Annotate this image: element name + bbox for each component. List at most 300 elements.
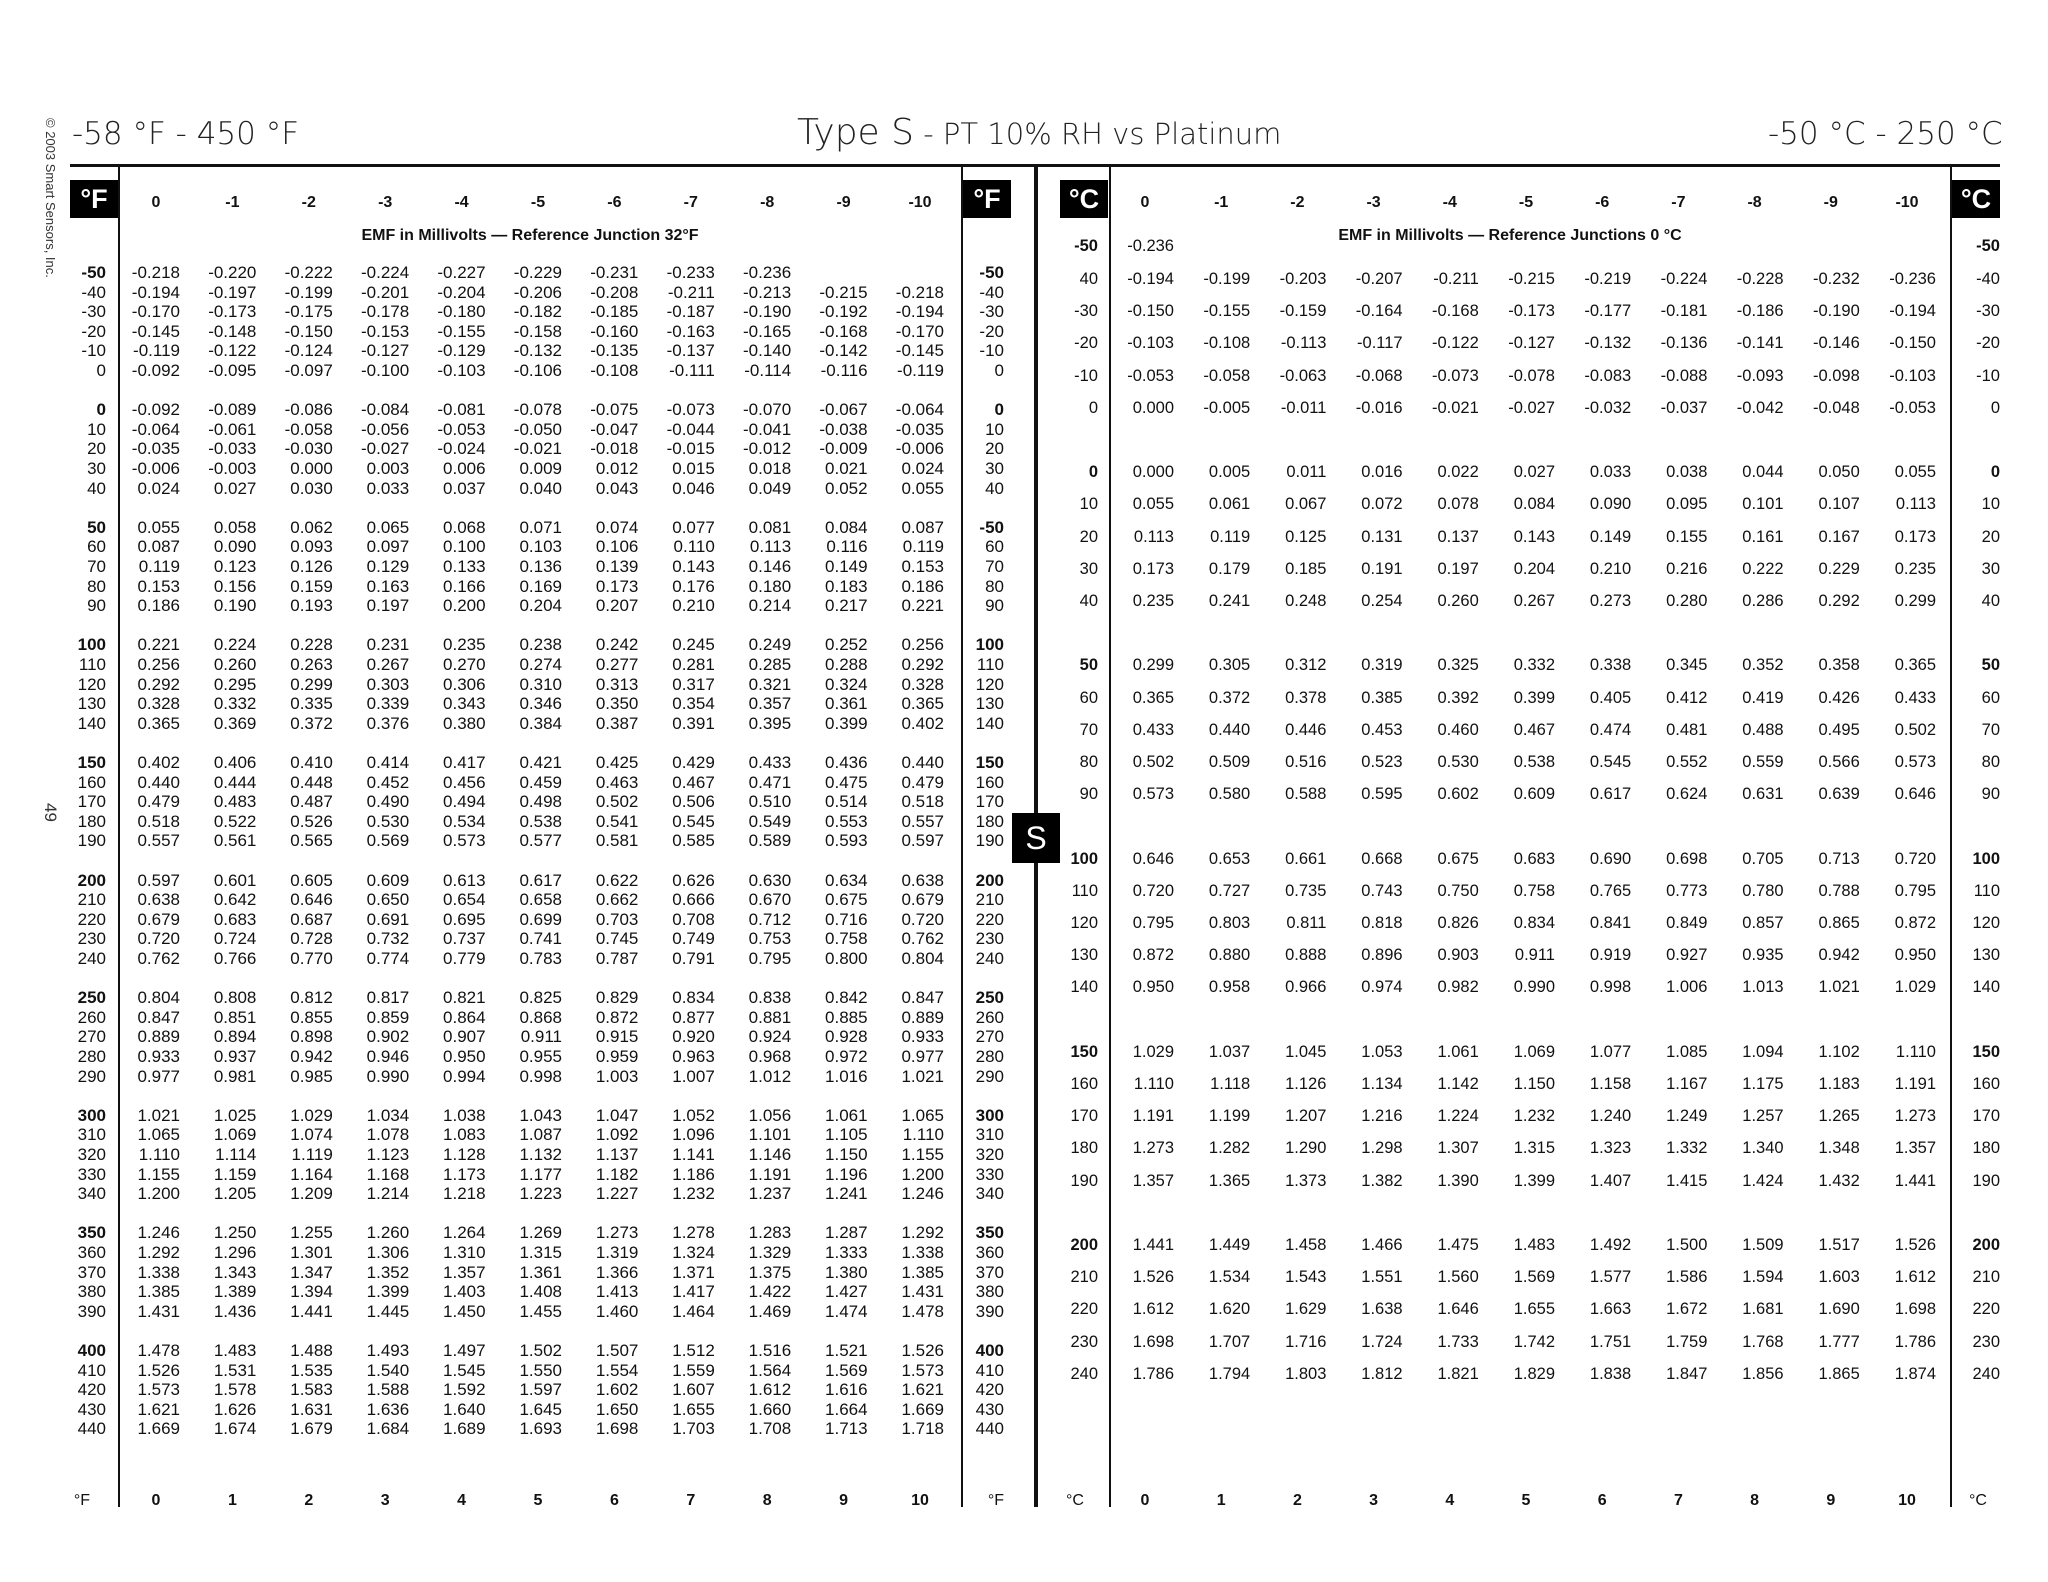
f-cell: 1.540 — [366, 1360, 410, 1380]
f-cell: 1.693 — [519, 1419, 562, 1439]
c-row-label-right: 170 — [1972, 1107, 2000, 1126]
c-cell: -0.181 — [1660, 302, 1708, 321]
f-cell: 0.514 — [825, 792, 868, 812]
c-cell: 0.811 — [1286, 914, 1327, 932]
c-cell: 1.282 — [1208, 1139, 1251, 1158]
f-cell: 1.273 — [595, 1223, 639, 1243]
c-cell: 1.373 — [1285, 1171, 1327, 1190]
f-row-label-right: 90 — [985, 596, 1004, 616]
f-cell: 1.333 — [825, 1243, 868, 1262]
f-row-label-right: 150 — [975, 753, 1004, 772]
f-cell: -0.129 — [437, 341, 486, 361]
c-cell: 0.509 — [1208, 753, 1251, 771]
f-cell: -0.103 — [437, 361, 486, 380]
f-cell: 0.864 — [443, 1007, 486, 1027]
c-cell: -0.194 — [1127, 270, 1174, 288]
c-cell: 0.372 — [1208, 688, 1251, 707]
f-cell: 0.180 — [748, 576, 792, 596]
c-cell: 0.305 — [1208, 656, 1251, 675]
c-cell: 0.523 — [1361, 753, 1403, 771]
c-cell: -0.058 — [1203, 366, 1251, 385]
c-cell: 0.299 — [1894, 592, 1936, 610]
f-cell: 1.034 — [366, 1105, 410, 1125]
f-cell: -0.222 — [284, 263, 333, 282]
c-cell: 1.612 — [1894, 1268, 1936, 1287]
f-cell: 1.474 — [825, 1301, 868, 1321]
f-cell: -0.119 — [897, 361, 944, 380]
c-row-label: 130 — [1070, 946, 1098, 965]
c-cell: 1.638 — [1361, 1300, 1403, 1319]
f-cell: 1.310 — [443, 1243, 486, 1262]
f-cell: 1.669 — [137, 1419, 180, 1439]
f-cell: 1.655 — [672, 1399, 715, 1419]
f-cell: 1.292 — [901, 1223, 944, 1243]
f-row-label-right: 20 — [985, 439, 1004, 459]
f-cell: 1.096 — [672, 1125, 715, 1145]
f-cell: 0.766 — [213, 949, 257, 968]
c-cell: -0.177 — [1584, 302, 1632, 321]
f-cell: 0.959 — [595, 1047, 639, 1066]
f-cell: 0.972 — [825, 1047, 868, 1066]
f-cell: 1.200 — [137, 1184, 180, 1204]
c-cell: -0.141 — [1736, 334, 1784, 353]
c-cell: 0.345 — [1666, 656, 1708, 675]
f-row-label-right: 190 — [975, 831, 1004, 851]
f-cell: 1.292 — [137, 1243, 180, 1262]
f-cell: 1.607 — [672, 1380, 715, 1400]
f-cell: -0.170 — [895, 321, 944, 341]
c-cell: 0.352 — [1742, 656, 1784, 675]
f-cell: 0.557 — [901, 811, 944, 831]
f-cell: 0.391 — [672, 713, 715, 733]
f-cell: 1.196 — [825, 1164, 868, 1184]
c-cell: -0.042 — [1736, 398, 1784, 417]
f-row-label: 270 — [77, 1027, 106, 1047]
c-cell: 1.874 — [1894, 1364, 1936, 1383]
c-cell: 0.481 — [1666, 720, 1708, 739]
page-title — [797, 112, 1281, 153]
f-cell: 0.166 — [443, 576, 486, 596]
f-cell: 1.417 — [672, 1282, 715, 1302]
f-cell: 0.937 — [213, 1047, 257, 1066]
f-cell: 0.055 — [137, 517, 180, 537]
c-cell: 0.248 — [1285, 592, 1327, 610]
f-cell: 0.062 — [290, 517, 333, 537]
f-cell: 1.016 — [825, 1066, 868, 1086]
left-range: -58 °F - 450 °F — [72, 116, 300, 152]
f-cell: 0.452 — [366, 772, 410, 792]
c-cell: -0.186 — [1736, 302, 1784, 321]
f-cell: 0.613 — [443, 870, 486, 890]
f-cell: 1.371 — [672, 1262, 715, 1282]
c-cell: 1.449 — [1208, 1236, 1251, 1254]
f-cell: 0.463 — [595, 772, 639, 792]
f-cell: -0.192 — [819, 302, 868, 322]
f-cell: -0.084 — [360, 400, 410, 420]
f-row-label-right: 230 — [975, 929, 1004, 949]
f-cell: -0.163 — [666, 321, 715, 341]
f-cell: -0.064 — [131, 419, 180, 439]
f-cell: -0.078 — [513, 400, 562, 420]
c-cell: 0.624 — [1666, 785, 1708, 804]
c-cell: 0.338 — [1589, 656, 1632, 675]
f-cell: 0.804 — [137, 988, 180, 1008]
c-row-label-right: -20 — [1976, 334, 2000, 353]
c-cell: 1.191 — [1894, 1075, 1936, 1093]
f-cell: 0.387 — [595, 713, 639, 733]
f-cell: 0.728 — [290, 929, 333, 949]
f-row-label: 70 — [87, 557, 106, 576]
f-cell: 0.946 — [366, 1047, 410, 1066]
fahrenheit-top_columns-4: -4 — [454, 194, 469, 211]
f-cell: 0.210 — [672, 596, 715, 616]
c-cell: 1.323 — [1589, 1139, 1632, 1158]
f-row-label: 110 — [78, 655, 106, 674]
f-row-label-right: 60 — [985, 537, 1004, 557]
c-cell: 0.125 — [1285, 527, 1327, 546]
f-cell: 1.074 — [290, 1125, 333, 1145]
f-cell: 0.716 — [825, 909, 868, 929]
c-cell: 0.872 — [1132, 946, 1174, 965]
f-cell: 0.933 — [901, 1027, 944, 1047]
c-cell: 0.267 — [1513, 592, 1555, 610]
f-row-label: 80 — [87, 576, 106, 596]
c-cell: -0.048 — [1813, 398, 1860, 417]
c-cell: 0.942 — [1818, 946, 1860, 965]
c-cell: -0.203 — [1279, 270, 1327, 288]
c-cell: 0.191 — [1361, 559, 1403, 578]
f-row-label: 220 — [77, 909, 106, 929]
c-cell: 1.006 — [1666, 978, 1708, 997]
f-row-label: 420 — [77, 1380, 106, 1400]
f-cell: -0.050 — [513, 419, 562, 439]
f-row-label: -50 — [81, 263, 106, 282]
f-cell: 0.281 — [672, 655, 715, 674]
f-row-label-right: 0 — [994, 400, 1004, 420]
f-row-label-right: -50 — [979, 517, 1004, 537]
c-cell: 0.161 — [1742, 527, 1784, 546]
c-cell: 1.110 — [1895, 1042, 1936, 1061]
c-row-label: 0 — [1088, 398, 1098, 417]
c-cell: 1.551 — [1361, 1268, 1403, 1287]
c-cell: 0.433 — [1894, 688, 1936, 707]
f-cell: 1.223 — [519, 1184, 562, 1204]
c-cell: 1.526 — [1132, 1268, 1174, 1287]
f-cell: 0.242 — [595, 635, 639, 655]
f-cell: 0.444 — [213, 772, 257, 792]
f-cell: 0.597 — [137, 870, 180, 890]
f-row-label-right: 440 — [975, 1419, 1004, 1439]
fahrenheit-top_columns-3: -3 — [378, 194, 393, 211]
c-cell: 0.780 — [1742, 881, 1784, 900]
c-row-label-right: 30 — [1981, 559, 2000, 578]
f-cell: -0.003 — [208, 459, 257, 478]
fahrenheit-bottom_columns-9: 9 — [839, 1492, 849, 1509]
c-cell: -0.146 — [1813, 334, 1860, 353]
f-cell: 1.502 — [519, 1341, 562, 1360]
c-cell: 0.173 — [1132, 559, 1174, 578]
c-cell: 1.803 — [1285, 1364, 1327, 1383]
fahrenheit-bottom_columns-4: 4 — [457, 1492, 467, 1509]
f-cell: 1.569 — [825, 1360, 868, 1380]
f-cell: -0.145 — [895, 341, 944, 361]
f-cell: 0.762 — [137, 949, 180, 968]
c-row-label-right: 0 — [1990, 398, 2000, 417]
f-cell: 0.968 — [748, 1047, 792, 1066]
celsius-bottom_columns-9: 9 — [1826, 1492, 1836, 1509]
c-cell: 1.307 — [1437, 1139, 1479, 1158]
f-cell: 1.631 — [290, 1399, 333, 1419]
f-cell: -0.041 — [742, 419, 792, 439]
f-row-label-right: 240 — [975, 949, 1004, 968]
c-cell: 1.865 — [1818, 1364, 1860, 1383]
c-cell: 0.698 — [1666, 849, 1708, 868]
f-cell: 1.200 — [901, 1164, 944, 1184]
f-row-label: 340 — [77, 1184, 106, 1204]
c-cell: -0.113 — [1280, 334, 1327, 353]
f-row-label: 400 — [77, 1341, 106, 1360]
f-cell: -0.111 — [669, 361, 715, 380]
f-cell: 0.942 — [290, 1047, 333, 1066]
c-cell: 0.095 — [1666, 495, 1708, 514]
f-row-label-right: 110 — [976, 655, 1004, 674]
f-cell: 0.699 — [519, 909, 562, 929]
f-cell: 1.441 — [290, 1301, 333, 1321]
fahrenheit-badge-right: °F — [963, 180, 1011, 218]
f-cell: -0.108 — [590, 361, 639, 380]
f-cell: 0.526 — [290, 811, 333, 831]
c-cell: 1.847 — [1666, 1364, 1708, 1383]
f-cell: -0.075 — [590, 400, 639, 420]
f-row-label-right: 410 — [975, 1360, 1004, 1380]
c-cell: 1.534 — [1208, 1268, 1251, 1287]
f-row-label: 140 — [77, 713, 106, 733]
f-cell: -0.035 — [131, 439, 180, 459]
c-cell: 0.998 — [1589, 978, 1632, 997]
fahrenheit-bottom_columns-2: 2 — [304, 1492, 314, 1509]
f-cell: -0.015 — [666, 439, 715, 459]
f-cell: 0.541 — [595, 811, 639, 831]
c-cell: -0.021 — [1432, 398, 1479, 417]
f-cell: 1.246 — [901, 1184, 944, 1204]
c-cell: 0.720 — [1894, 849, 1936, 868]
f-cell: 1.065 — [137, 1125, 180, 1145]
f-cell: -0.211 — [667, 282, 715, 302]
f-cell: 0.557 — [137, 831, 180, 851]
c-cell: 1.102 — [1818, 1042, 1860, 1061]
f-cell: 1.684 — [366, 1419, 410, 1439]
f-cell: 0.745 — [595, 929, 639, 949]
f-row-label-right: 160 — [975, 772, 1004, 792]
fahrenheit-top_columns-2: -2 — [301, 194, 316, 211]
c-cell: 0.149 — [1589, 527, 1632, 546]
f-row-label: 130 — [77, 694, 106, 714]
f-cell: 0.695 — [443, 909, 486, 929]
f-cell: 1.061 — [825, 1105, 868, 1125]
f-cell: 0.977 — [901, 1047, 944, 1066]
c-cell: -0.088 — [1660, 366, 1708, 385]
f-cell: 1.173 — [443, 1164, 486, 1184]
f-cell: 0.549 — [748, 811, 792, 831]
f-cell: 0.569 — [366, 831, 410, 851]
f-cell: 1.664 — [825, 1399, 868, 1419]
c-cell: 0.011 — [1286, 463, 1327, 482]
c-cell: 0.050 — [1818, 463, 1860, 482]
f-cell: -0.231 — [590, 263, 639, 282]
f-cell: 1.338 — [901, 1243, 944, 1262]
c-cell: 0.419 — [1742, 688, 1784, 707]
f-cell: 0.339 — [366, 694, 410, 714]
f-cell: 0.770 — [290, 949, 333, 968]
c-cell: 0.982 — [1437, 978, 1479, 997]
c-cell: 0.580 — [1208, 785, 1251, 804]
f-cell: -0.187 — [666, 302, 715, 322]
c-cell: 0.668 — [1361, 849, 1403, 868]
f-cell: 1.573 — [901, 1360, 944, 1380]
f-cell: 0.288 — [825, 655, 868, 674]
f-cell: 0.292 — [137, 674, 180, 694]
c-cell: 1.777 — [1818, 1332, 1860, 1351]
c-cell: 0.990 — [1513, 978, 1555, 997]
f-cell: 0.176 — [672, 576, 715, 596]
f-cell: 1.602 — [595, 1380, 639, 1400]
f-cell: 0.163 — [366, 576, 410, 596]
c-row-label-right: 200 — [1972, 1236, 2000, 1254]
f-cell: 0.658 — [519, 890, 562, 910]
f-row-label: 430 — [77, 1399, 106, 1419]
f-cell: 0.084 — [825, 517, 868, 537]
f-cell: 0.808 — [213, 988, 257, 1008]
c-row-label-right: 100 — [1972, 849, 2000, 868]
f-cell: 1.052 — [672, 1105, 715, 1125]
f-cell: 0.090 — [213, 537, 257, 557]
f-cell: 0.459 — [519, 772, 562, 792]
f-cell: -0.142 — [819, 341, 868, 361]
f-cell: 1.186 — [672, 1164, 715, 1184]
c-cell: 1.560 — [1437, 1268, 1479, 1287]
c-cell: 1.290 — [1285, 1139, 1327, 1158]
c-cell: 1.365 — [1208, 1171, 1251, 1190]
f-cell: 0.977 — [137, 1066, 180, 1086]
c-cell: 0.958 — [1208, 978, 1251, 997]
f-cell: -0.218 — [895, 282, 944, 302]
f-row-label-right: 250 — [975, 988, 1004, 1008]
c-cell: -0.098 — [1813, 366, 1860, 385]
c-row-label: 70 — [1079, 720, 1098, 739]
c-row-label-right: 80 — [1981, 753, 2000, 771]
fahrenheit-bottom_columns-1: 1 — [227, 1492, 237, 1509]
f-cell: 0.365 — [137, 713, 180, 733]
f-row-label: 10 — [87, 419, 106, 439]
f-cell: 0.252 — [825, 635, 868, 655]
f-row-label: 90 — [87, 596, 106, 616]
f-row-label: 260 — [77, 1007, 106, 1027]
f-cell: 1.689 — [443, 1419, 486, 1439]
f-cell: 1.227 — [595, 1184, 639, 1204]
f-row-label: 100 — [77, 635, 106, 655]
f-cell: 1.056 — [748, 1105, 792, 1125]
c-row-label: 50 — [1079, 656, 1098, 675]
f-cell: 1.159 — [213, 1164, 257, 1184]
f-cell: 0.885 — [825, 1007, 868, 1027]
c-cell: -0.005 — [1203, 398, 1251, 417]
f-cell: -0.201 — [360, 282, 410, 302]
f-cell: -0.194 — [131, 282, 180, 302]
f-cell: 1.488 — [290, 1341, 333, 1360]
f-cell: 0.741 — [519, 929, 562, 949]
f-cell: 0.448 — [290, 772, 333, 792]
f-cell: -0.182 — [513, 302, 562, 322]
c-cell: 0.573 — [1894, 753, 1936, 771]
f-cell: 0.024 — [137, 478, 180, 498]
c-row-label: 80 — [1079, 753, 1098, 771]
f-cell: 0.436 — [825, 753, 868, 772]
f-cell: 0.762 — [901, 929, 944, 949]
f-cell: 1.214 — [366, 1184, 410, 1204]
f-cell: 0.169 — [519, 576, 562, 596]
f-cell: 1.679 — [290, 1419, 333, 1439]
f-cell: 1.545 — [443, 1360, 486, 1380]
f-row-label-right: 70 — [985, 557, 1004, 576]
page-title-subtitle: - PT 10% RH vs Platinum — [913, 117, 1282, 151]
f-cell: 0.585 — [672, 831, 715, 851]
f-cell: 0.256 — [137, 655, 180, 674]
f-row-label: 360 — [77, 1243, 106, 1262]
f-cell: 0.052 — [825, 478, 868, 498]
f-cell: -0.092 — [131, 400, 180, 420]
c-cell: 0.595 — [1361, 785, 1403, 804]
f-row-label-right: 10 — [985, 419, 1004, 439]
f-cell: 0.221 — [137, 635, 180, 655]
f-row-label-right: 360 — [975, 1243, 1004, 1262]
c-cell: 1.681 — [1742, 1300, 1784, 1319]
f-cell: 0.110 — [673, 537, 715, 557]
f-row-label: 0 — [96, 361, 106, 380]
f-cell: -0.175 — [284, 302, 333, 322]
f-cell: 0.683 — [213, 909, 257, 929]
f-cell: 0.328 — [137, 694, 180, 714]
f-cell: 1.531 — [213, 1360, 257, 1380]
c-cell: 0.795 — [1132, 914, 1174, 932]
f-cell: 1.422 — [748, 1282, 792, 1302]
c-cell: -0.219 — [1584, 270, 1632, 288]
f-cell: 0.046 — [672, 478, 715, 498]
f-cell: -0.061 — [208, 419, 257, 439]
c-row-label: -20 — [1074, 334, 1098, 353]
f-row-label: 190 — [77, 831, 106, 851]
f-row-label-right: 320 — [975, 1145, 1004, 1164]
f-cell: 0.357 — [748, 694, 792, 714]
f-cell: 0.285 — [748, 655, 792, 674]
f-row-label-right: 420 — [975, 1380, 1004, 1400]
f-cell: 0.421 — [519, 753, 562, 772]
c-cell: 1.340 — [1742, 1139, 1784, 1158]
c-row-label: -10 — [1074, 366, 1098, 385]
f-cell: 0.129 — [366, 557, 410, 576]
c-cell: 0.803 — [1208, 914, 1251, 932]
f-row-label-right: 0 — [994, 361, 1004, 380]
f-cell: 0.720 — [137, 929, 180, 949]
c-cell: 1.085 — [1666, 1042, 1708, 1061]
c-row-label-right: 190 — [1972, 1171, 2000, 1190]
f-cell: -0.024 — [437, 439, 486, 459]
f-cell: 0.471 — [748, 772, 792, 792]
f-cell: 0.561 — [213, 831, 257, 851]
c-row-label-right: -40 — [1976, 270, 2000, 288]
f-cell: -0.097 — [284, 361, 333, 380]
c-cell: 0.927 — [1666, 946, 1708, 965]
c-row-label: 190 — [1070, 1171, 1098, 1190]
